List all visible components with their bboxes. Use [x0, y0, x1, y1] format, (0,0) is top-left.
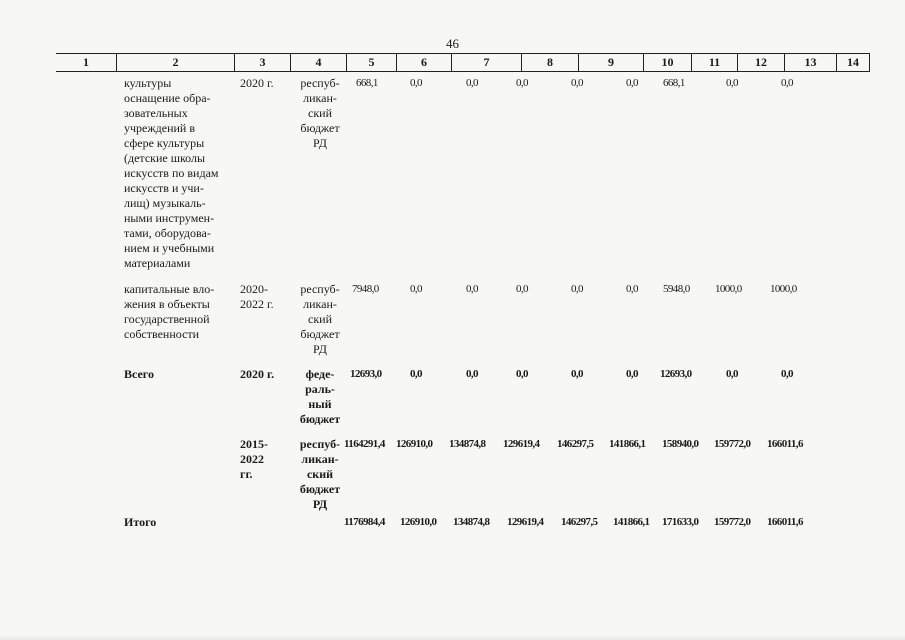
- row-value-col-9: 0,0: [571, 368, 583, 380]
- table-header-row: [56, 53, 870, 72]
- header-col-6: 6: [396, 54, 451, 71]
- row-value-col-7: 0,0: [466, 77, 478, 89]
- header-col-13: 13: [784, 54, 836, 71]
- row-source: респуб- ликан- ский бюджет РД: [300, 282, 340, 356]
- row-value-col-12: 159772,0: [714, 438, 751, 450]
- row-value-col-6: 0,0: [410, 77, 422, 89]
- row-value-col-12: 0,0: [726, 368, 738, 380]
- row-value-col-12: 1000,0: [715, 283, 742, 295]
- row-period: 2020 г.: [240, 367, 275, 381]
- row-value-col-11: 158940,0: [662, 438, 699, 450]
- row-value-col-10: 141866,1: [613, 516, 650, 528]
- row-value-col-13: 0,0: [781, 368, 793, 380]
- row-value-col-11: 12693,0: [660, 368, 692, 380]
- row-value-col-5: 1164291,4: [344, 438, 385, 450]
- header-col-9: 9: [578, 54, 643, 71]
- header-col-8: 8: [521, 54, 578, 71]
- row-value-col-6: 0,0: [410, 283, 422, 295]
- row-period: 2015- 2022 гг.: [240, 437, 268, 481]
- row-source: феде- раль- ный бюджет: [299, 367, 341, 426]
- row-description: Всего: [124, 367, 154, 381]
- row-value-col-6: 126910,0: [396, 438, 433, 450]
- row-value-col-10: 0,0: [626, 283, 638, 295]
- row-value-col-5: 12693,0: [350, 368, 382, 380]
- row-value-col-13: 166011,6: [767, 438, 803, 450]
- row-value-col-10: 0,0: [626, 368, 638, 380]
- row-value-col-13: 1000,0: [770, 283, 797, 295]
- header-col-7: 7: [451, 54, 521, 71]
- row-value-col-13: 166011,6: [767, 516, 803, 528]
- row-value-col-11: 668,1: [663, 77, 685, 89]
- row-value-col-11: 171633,0: [662, 516, 699, 528]
- row-value-col-8: 0,0: [516, 283, 528, 295]
- row-description: Итого: [124, 515, 157, 529]
- row-period: 2020 г.: [240, 76, 274, 90]
- row-value-col-5: 7948,0: [352, 283, 379, 295]
- page-number: 46: [446, 36, 459, 51]
- row-value-col-6: 126910,0: [400, 516, 437, 528]
- row-source: респуб- ликан- ский бюджет РД: [299, 437, 341, 511]
- row-value-col-7: 134874,8: [449, 438, 486, 450]
- row-value-col-5: 1176984,4: [344, 516, 385, 528]
- row-value-col-8: 0,0: [516, 368, 528, 380]
- row-value-col-9: 146297,5: [557, 438, 594, 450]
- row-source: респуб- ликан- ский бюджет РД: [300, 76, 340, 150]
- row-value-col-8: 129619,4: [507, 516, 544, 528]
- header-col-4: 4: [290, 54, 346, 71]
- row-value-col-7: 0,0: [466, 283, 478, 295]
- row-value-col-10: 141866,1: [609, 438, 646, 450]
- header-col-12: 12: [737, 54, 784, 71]
- row-value-col-9: 0,0: [571, 77, 583, 89]
- row-value-col-12: 159772,0: [714, 516, 751, 528]
- row-value-col-5: 668,1: [356, 77, 378, 89]
- row-value-col-8: 129619,4: [503, 438, 540, 450]
- header-col-5: 5: [346, 54, 396, 71]
- row-value-col-11: 5948,0: [663, 283, 690, 295]
- row-value-col-7: 134874,8: [453, 516, 490, 528]
- row-description: капитальные вло- жения в объекты государственной собственности: [124, 282, 215, 341]
- header-col-3: 3: [234, 54, 290, 71]
- scan-edge-shadow: [0, 634, 905, 640]
- row-value-col-12: 0,0: [726, 77, 738, 89]
- header-col-14: 14: [836, 54, 870, 71]
- row-description: культуры оснащение обра- зовательных учреждений в сфере культуры (детские школы искусств по видам искусств и учи- лищ) музыкаль- ными инструмен- тами, оборудова- нием и учебными материалами: [124, 76, 219, 270]
- row-value-col-7: 0,0: [466, 368, 478, 380]
- row-period: 2020- 2022 г.: [240, 282, 274, 311]
- header-col-11: 11: [691, 54, 737, 71]
- header-col-1: 1: [83, 55, 89, 69]
- row-value-col-13: 0,0: [781, 77, 793, 89]
- row-value-col-9: 0,0: [571, 283, 583, 295]
- row-value-col-10: 0,0: [626, 77, 638, 89]
- row-value-col-8: 0,0: [516, 77, 528, 89]
- row-value-col-9: 146297,5: [561, 516, 598, 528]
- header-col-2: 2: [116, 54, 234, 71]
- header-col-10: 10: [643, 54, 691, 71]
- row-value-col-6: 0,0: [410, 368, 422, 380]
